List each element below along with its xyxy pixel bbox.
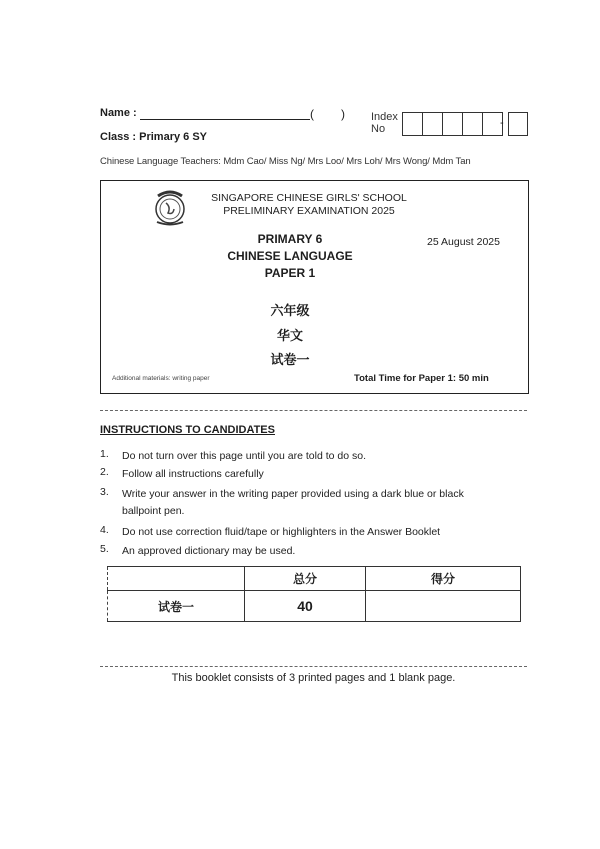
exam-date: 25 August 2025 <box>427 236 500 248</box>
teachers-line: Chinese Language Teachers: Mdm Cao/ Miss Ng/ Mrs Loo/ Mrs Loh/ Mrs Wong/ Mdm Tan <box>100 156 471 167</box>
row-total-marks: 40 <box>245 591 366 622</box>
row-paper-label: 试卷一 <box>108 591 245 622</box>
booklet-footer: This booklet consists of 3 printed pages and 1 blank page. <box>171 672 456 684</box>
cn-subject: 华文 <box>276 329 303 344</box>
instruction-number: 4. <box>100 524 109 536</box>
paper-title: PAPER 1 <box>264 266 316 280</box>
subject-block <box>210 231 370 282</box>
index-box[interactable] <box>423 112 443 136</box>
name-field[interactable] <box>140 119 310 120</box>
subject-title: CHINESE LANGUAGE <box>227 249 353 263</box>
register-paren-close: ) <box>341 107 345 121</box>
name-label: Name : <box>100 107 137 119</box>
register-paren-open: ( <box>310 107 314 121</box>
index-box-last[interactable] <box>508 112 528 136</box>
cn-level: 六年级 <box>270 304 310 319</box>
total-time: Total Time for Paper 1: 50 min <box>354 373 489 384</box>
col-total-header: 总分 <box>245 567 366 591</box>
index-no-label <box>371 111 398 135</box>
score-entry-cell[interactable] <box>366 591 521 622</box>
index-dash: - <box>500 117 504 129</box>
instruction-text: Do not use correction fluid/tape or highlighters in the Answer Booklet <box>122 526 441 538</box>
index-box[interactable] <box>402 112 423 136</box>
instruction-text: An approved dictionary may be used. <box>122 545 296 557</box>
table-row <box>108 591 521 622</box>
instruction-text: Write your answer in the writing paper provided using a dark blue or black ballpoint pen. <box>122 488 464 517</box>
level-title: PRIMARY 6 <box>257 232 323 246</box>
instruction-text: Do not turn over this page until you are told to do so. <box>122 450 366 462</box>
score-table <box>107 566 521 622</box>
school-name: SINGAPORE CHINESE GIRLS' SCHOOL <box>211 192 407 204</box>
table-cell-empty <box>108 567 245 591</box>
index-box[interactable] <box>463 112 483 136</box>
cn-paper: 试卷一 <box>270 353 310 368</box>
instructions-heading: INSTRUCTIONS TO CANDIDATES <box>100 424 275 436</box>
table-header-row <box>108 567 521 591</box>
instruction-number: 3. <box>100 486 109 498</box>
materials-note: Additional materials: writing paper <box>112 375 210 382</box>
index-label-line-1: Index <box>371 111 398 123</box>
index-box[interactable] <box>443 112 463 136</box>
instruction-number: 2. <box>100 466 109 478</box>
footer-divider <box>100 666 527 667</box>
exam-title: PRELIMINARY EXAMINATION 2025 <box>223 205 395 217</box>
school-crest-icon <box>151 187 189 227</box>
divider <box>100 410 527 411</box>
index-no-boxes[interactable] <box>402 112 503 136</box>
instruction-number: 1. <box>100 448 109 460</box>
class-label: Class : Primary 6 SY <box>100 131 208 143</box>
instruction-number: 5. <box>100 543 109 555</box>
instruction-text: Follow all instructions carefully <box>122 468 264 480</box>
index-label-line-2: No <box>371 123 386 135</box>
col-score-header: 得分 <box>366 567 521 591</box>
